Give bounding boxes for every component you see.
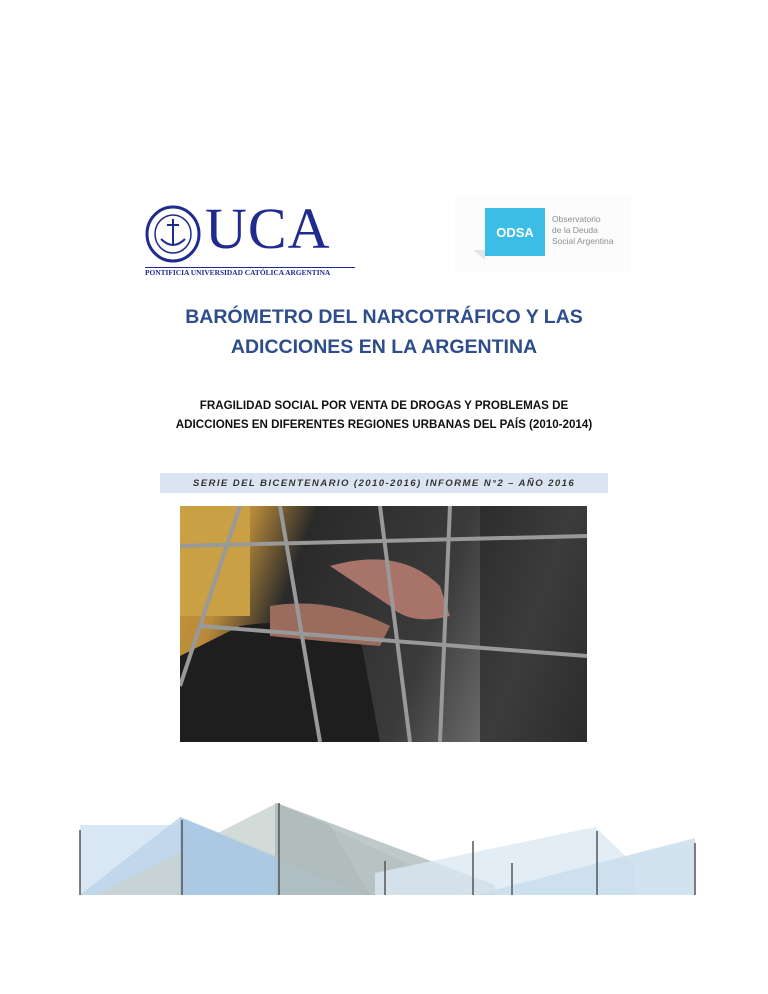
- series-band: SERIE DEL BICENTENARIO (2010-2016) INFORME N°2 – AÑO 2016: [160, 473, 608, 493]
- subtitle-line2: ADICCIONES EN DIFERENTES REGIONES URBANAS DEL PAÍS (2010-2014): [175, 418, 593, 431]
- odsa-line1: Observatorio: [552, 214, 601, 224]
- fence-hands-image: [180, 506, 587, 742]
- decorative-footer-graphic: [75, 795, 705, 895]
- odsa-shadow: [473, 250, 485, 260]
- odsa-line3: Social Argentina: [552, 236, 614, 246]
- document-subtitle: [0, 396, 768, 434]
- odsa-description: [552, 214, 613, 247]
- cover-photo: [180, 506, 587, 742]
- odsa-line2: de la Deuda: [552, 225, 598, 235]
- odsa-badge: ODSA: [485, 208, 545, 256]
- uca-subtitle: PONTIFICIA UNIVERSIDAD CATÓLICA ARGENTINA: [145, 268, 331, 277]
- odsa-logo: [455, 196, 631, 272]
- document-title: [0, 302, 768, 362]
- title-line1: BARÓMETRO DEL NARCOTRÁFICO Y LAS: [185, 306, 583, 328]
- uca-seal-icon: [145, 205, 201, 263]
- uca-wordmark: UCA: [205, 196, 331, 261]
- title-line2: ADICCIONES EN LA ARGENTINA: [230, 336, 538, 358]
- subtitle-line1: FRAGILIDAD SOCIAL POR VENTA DE DROGAS Y PROBLEMAS DE: [199, 399, 569, 412]
- uca-logo: [145, 196, 355, 277]
